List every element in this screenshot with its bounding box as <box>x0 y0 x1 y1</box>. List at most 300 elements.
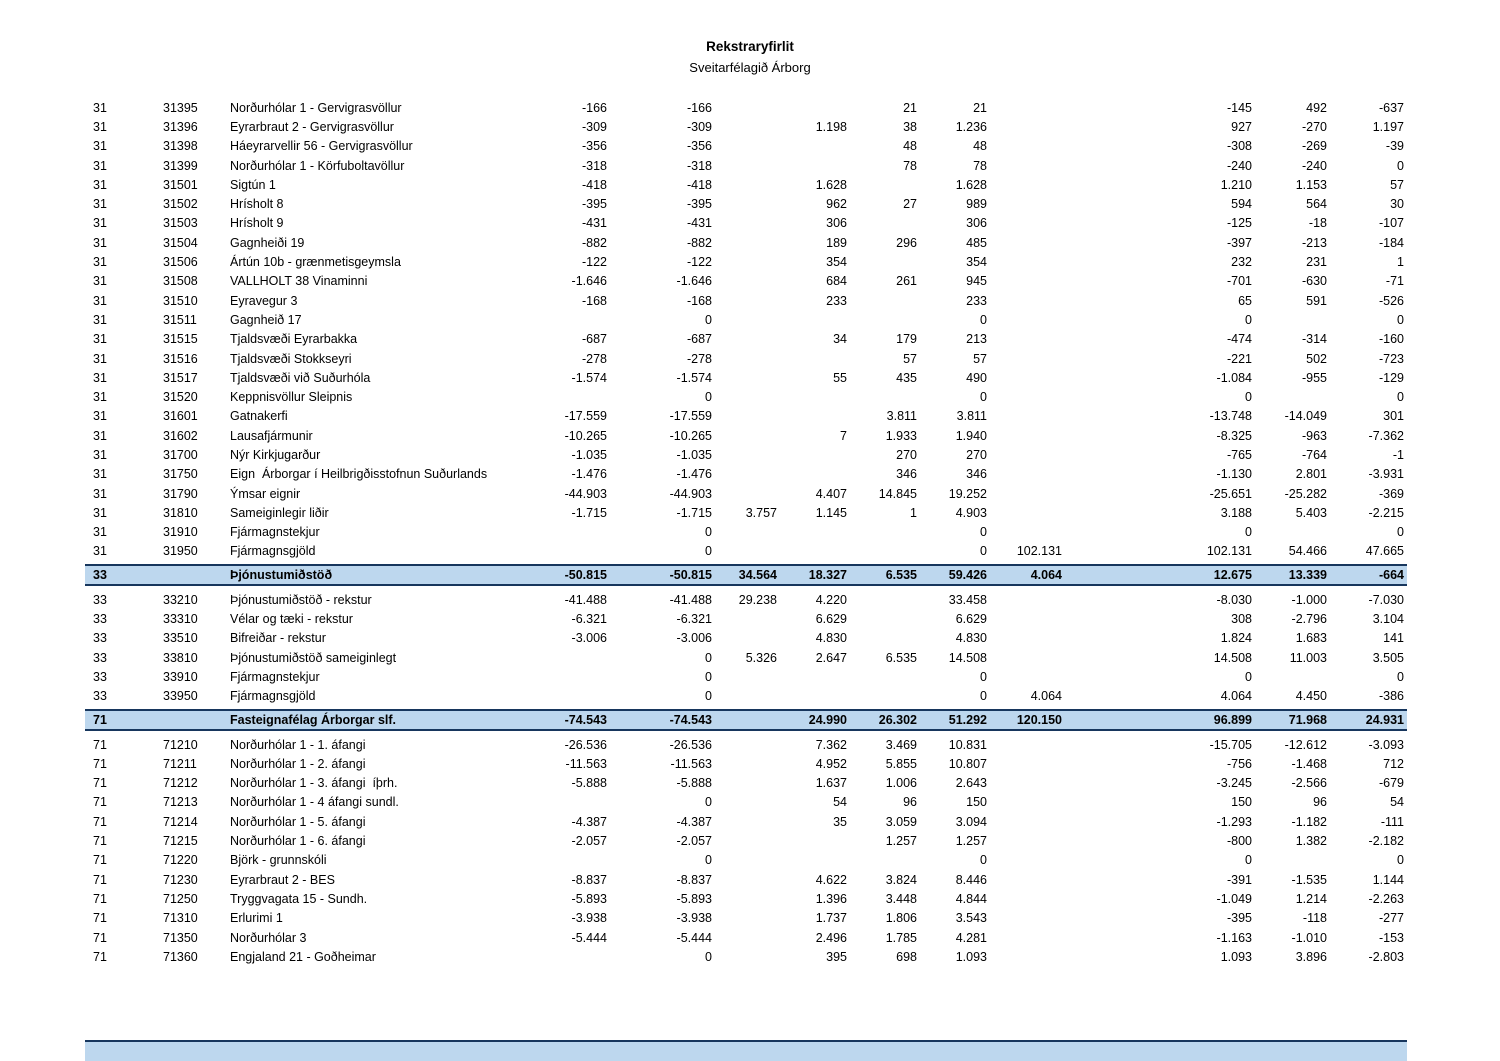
account-code-cell: 33950 <box>163 689 198 704</box>
value-cell-5: 435 <box>896 370 917 385</box>
account-code-cell: 31398 <box>163 139 198 154</box>
account-name-cell: Norðurhólar 1 - 4 áfangi sundl. <box>230 795 399 810</box>
value-cell-8: -221 <box>1226 351 1252 366</box>
value-cell-9: -25.282 <box>1284 486 1327 501</box>
value-cell-9: 1.382 <box>1295 834 1327 849</box>
value-cell-2: -687 <box>686 332 712 347</box>
value-cell-5: 1.257 <box>885 834 917 849</box>
value-cell-8: -1.163 <box>1216 930 1252 945</box>
value-cell-10: -7.030 <box>1368 592 1404 607</box>
value-cell-10: -2.263 <box>1368 891 1404 906</box>
value-cell-4: 1.396 <box>815 891 847 906</box>
account-code-cell: 33510 <box>163 631 198 646</box>
value-cell-10: -277 <box>1378 911 1404 926</box>
account-name-cell: Engjaland 21 - Goðheimar <box>230 949 376 964</box>
account-name-cell: Norðurhólar 1 - Gervigrasvöllur <box>230 100 402 115</box>
value-cell-10: -369 <box>1378 486 1404 501</box>
value-cell-2: -318 <box>686 158 712 173</box>
value-cell-2: -11.563 <box>670 756 712 771</box>
account-code-cell: 71210 <box>163 737 198 752</box>
value-cell-8: -397 <box>1226 235 1252 250</box>
value-cell-10: 57 <box>1390 177 1404 192</box>
table-row <box>85 156 1407 175</box>
value-cell-2: 0 <box>705 390 712 405</box>
value-cell-1: -41.488 <box>564 592 607 607</box>
value-cell-6: 0 <box>980 669 987 684</box>
value-cell-9: 13.339 <box>1288 568 1327 583</box>
value-cell-5: 21 <box>903 100 917 115</box>
value-cell-6: 270 <box>966 447 987 462</box>
value-cell-5: 270 <box>896 447 917 462</box>
value-cell-1: -395 <box>581 197 607 212</box>
account-name-cell: Norðurhólar 1 - 3. áfangi íþrh. <box>230 776 398 791</box>
value-cell-8: -1.084 <box>1216 370 1252 385</box>
account-name-cell: Keppnisvöllur Sleipnis <box>230 390 353 405</box>
value-cell-1: -882 <box>581 235 607 250</box>
dept-code-cell: 71 <box>93 872 107 887</box>
value-cell-10: 712 <box>1383 756 1404 771</box>
value-cell-8: 0 <box>1245 312 1252 327</box>
value-cell-8: -25.651 <box>1209 486 1252 501</box>
value-cell-6: 19.252 <box>948 486 987 501</box>
value-cell-6: 14.508 <box>948 650 987 665</box>
dept-code-cell: 31 <box>93 158 107 173</box>
value-cell-10: 301 <box>1383 409 1404 424</box>
account-name-cell: Erlurimi 1 <box>230 911 283 926</box>
dept-code-cell: 31 <box>93 390 107 405</box>
account-code-cell: 71213 <box>163 795 198 810</box>
value-cell-1: -356 <box>581 139 607 154</box>
table-row <box>85 407 1407 426</box>
dept-code-cell: 31 <box>93 100 107 115</box>
value-cell-6: 10.831 <box>948 737 987 752</box>
table-row <box>85 889 1407 908</box>
value-cell-9: -963 <box>1301 428 1327 443</box>
account-code-cell: 31516 <box>163 351 198 366</box>
value-cell-6: 1.940 <box>955 428 987 443</box>
dept-code-cell: 31 <box>93 235 107 250</box>
value-cell-2: -5.444 <box>676 930 712 945</box>
value-cell-9: 1.214 <box>1295 891 1327 906</box>
value-cell-6: 6.629 <box>955 612 987 627</box>
dept-code-cell: 31 <box>93 486 107 501</box>
table-row <box>85 629 1407 648</box>
table-row <box>85 648 1407 667</box>
value-cell-6: 0 <box>980 689 987 704</box>
value-cell-2: -356 <box>686 139 712 154</box>
value-cell-1: -6.321 <box>571 612 607 627</box>
value-cell-8: -1.049 <box>1216 891 1252 906</box>
value-cell-10: -3.931 <box>1368 467 1404 482</box>
value-cell-4: 7.362 <box>815 737 847 752</box>
value-cell-2: -418 <box>686 177 712 192</box>
account-code-cell: 31501 <box>163 177 198 192</box>
value-cell-2: -17.559 <box>669 409 712 424</box>
account-name-cell: Nýr Kirkjugarður <box>230 447 321 462</box>
account-code-cell: 71214 <box>163 814 198 829</box>
value-cell-10: -160 <box>1378 332 1404 347</box>
table-row <box>85 137 1407 156</box>
value-cell-10: -1 <box>1392 447 1404 462</box>
value-cell-8: -765 <box>1226 447 1252 462</box>
dept-code-cell: 33 <box>93 631 107 646</box>
value-cell-4: 54 <box>833 795 847 810</box>
value-cell-1: -168 <box>581 293 607 308</box>
value-cell-4: 6.629 <box>815 612 847 627</box>
value-cell-10: 24.931 <box>1365 712 1404 727</box>
value-cell-8: 308 <box>1231 612 1252 627</box>
value-cell-10: -637 <box>1378 100 1404 115</box>
value-cell-8: -1.130 <box>1216 467 1252 482</box>
value-cell-10: -526 <box>1378 293 1404 308</box>
value-cell-2: -1.476 <box>676 467 712 482</box>
value-cell-1: -44.903 <box>564 486 607 501</box>
value-cell-1: -2.057 <box>571 834 607 849</box>
value-cell-5: 57 <box>903 351 917 366</box>
table-row <box>85 175 1407 194</box>
value-cell-9: 5.403 <box>1295 505 1327 520</box>
account-name-cell: Hrísholt 9 <box>230 216 284 231</box>
account-code-cell: 71310 <box>163 911 198 926</box>
value-cell-8: -13.748 <box>1209 409 1252 424</box>
account-name-cell: Lausafjármunir <box>230 428 313 443</box>
value-cell-4: 4.407 <box>815 486 847 501</box>
account-code-cell: 71230 <box>163 872 198 887</box>
value-cell-9: -118 <box>1302 911 1327 926</box>
account-code-cell: 71250 <box>163 891 198 906</box>
value-cell-5: 698 <box>896 949 917 964</box>
dept-code-cell: 31 <box>93 544 107 559</box>
value-cell-8: 0 <box>1245 853 1252 868</box>
value-cell-10: 0 <box>1397 390 1404 405</box>
account-name-cell: Þjónustumiðstöð <box>230 568 333 583</box>
dept-code-cell: 71 <box>93 814 107 829</box>
value-cell-2: -5.888 <box>676 776 712 791</box>
value-cell-9: -1.000 <box>1291 592 1327 607</box>
dept-code-cell: 31 <box>93 428 107 443</box>
dept-code-cell: 31 <box>93 216 107 231</box>
account-name-cell: Fjármagnsgjöld <box>230 544 316 559</box>
account-code-cell: 31790 <box>163 486 198 501</box>
value-cell-9: 502 <box>1306 351 1327 366</box>
value-cell-2: -395 <box>686 197 712 212</box>
section-total-row <box>85 564 1407 586</box>
value-cell-6: 4.830 <box>955 631 987 646</box>
dept-code-cell: 33 <box>93 612 107 627</box>
table-row <box>85 214 1407 233</box>
value-cell-2: -882 <box>686 235 712 250</box>
value-cell-2: -278 <box>686 351 712 366</box>
value-cell-6: 989 <box>966 197 987 212</box>
dept-code-cell: 31 <box>93 139 107 154</box>
value-cell-9: 564 <box>1306 197 1327 212</box>
value-cell-5: 3.824 <box>885 872 917 887</box>
value-cell-6: 10.807 <box>948 756 987 771</box>
account-code-cell: 31508 <box>163 274 198 289</box>
account-code-cell: 31506 <box>163 255 198 270</box>
value-cell-2: 0 <box>705 544 712 559</box>
value-cell-9: 71.968 <box>1288 712 1327 727</box>
value-cell-10: 54 <box>1390 795 1404 810</box>
account-name-cell: Bifreiðar - rekstur <box>230 631 326 646</box>
value-cell-1: -10.265 <box>564 428 607 443</box>
table-row <box>85 194 1407 213</box>
value-cell-6: 1.093 <box>955 949 987 964</box>
value-cell-6: 0 <box>980 544 987 559</box>
value-cell-1: -74.543 <box>564 712 607 727</box>
value-cell-4: 4.830 <box>815 631 847 646</box>
value-cell-9: -764 <box>1301 447 1327 462</box>
value-cell-4: 1.737 <box>815 911 847 926</box>
account-code-cell: 71212 <box>163 776 198 791</box>
value-cell-10: -111 <box>1380 814 1404 829</box>
table-row <box>85 735 1407 754</box>
account-name-cell: Eyrarbraut 2 - BES <box>230 872 335 887</box>
value-cell-8: -240 <box>1226 158 1252 173</box>
value-cell-9: 1.153 <box>1295 177 1327 192</box>
account-name-cell: Þjónustumiðstöð sameiginlegt <box>230 650 397 665</box>
value-cell-5: 3.059 <box>885 814 917 829</box>
value-cell-6: 78 <box>973 158 987 173</box>
table-row <box>85 233 1407 252</box>
value-cell-6: 3.543 <box>955 911 987 926</box>
account-name-cell: Vélar og tæki - rekstur <box>230 612 353 627</box>
table-row <box>85 812 1407 831</box>
value-cell-10: -679 <box>1378 776 1404 791</box>
account-code-cell: 71360 <box>163 949 198 964</box>
account-code-cell: 31950 <box>163 544 198 559</box>
value-cell-9: -12.612 <box>1284 737 1327 752</box>
account-name-cell: Norðurhólar 1 - Körfuboltavöllur <box>230 158 405 173</box>
value-cell-1: -1.715 <box>571 505 607 520</box>
dept-code-cell: 71 <box>93 930 107 945</box>
value-cell-5: 96 <box>903 795 917 810</box>
value-cell-6: 346 <box>966 467 987 482</box>
value-cell-1: -309 <box>581 119 607 134</box>
value-cell-8: 3.188 <box>1220 505 1252 520</box>
value-cell-6: 48 <box>973 139 987 154</box>
dept-code-cell: 71 <box>93 737 107 752</box>
report-table <box>85 98 1407 966</box>
value-cell-1: -5.444 <box>571 930 607 945</box>
dept-code-cell: 33 <box>93 669 107 684</box>
value-cell-5: 48 <box>903 139 917 154</box>
table-row <box>85 928 1407 947</box>
value-cell-2: 0 <box>705 795 712 810</box>
value-cell-9: 96 <box>1313 795 1327 810</box>
table-row <box>85 609 1407 628</box>
value-cell-8: -474 <box>1226 332 1252 347</box>
value-cell-5: 3.811 <box>886 409 917 424</box>
account-name-cell: Gagnheið 17 <box>230 312 302 327</box>
value-cell-6: 4.903 <box>955 505 987 520</box>
value-cell-6: 3.094 <box>955 814 987 829</box>
value-cell-4: 1.628 <box>815 177 847 192</box>
value-cell-1: -11.563 <box>565 756 607 771</box>
value-cell-1: -122 <box>581 255 607 270</box>
value-cell-4: 7 <box>840 428 847 443</box>
account-name-cell: Tjaldsvæði Stokkseyri <box>230 351 352 366</box>
table-row <box>85 687 1407 706</box>
value-cell-2: -6.321 <box>676 612 712 627</box>
value-cell-2: -1.574 <box>676 370 712 385</box>
dept-code-cell: 33 <box>93 592 107 607</box>
value-cell-8: -395 <box>1226 911 1252 926</box>
table-row <box>85 503 1407 522</box>
dept-code-cell: 31 <box>93 351 107 366</box>
account-code-cell: 31602 <box>163 428 198 443</box>
value-cell-9: 492 <box>1306 100 1327 115</box>
value-cell-9: -1.010 <box>1291 930 1327 945</box>
dept-code-cell: 31 <box>93 312 107 327</box>
account-name-cell: Norðurhólar 1 - 5. áfangi <box>230 814 366 829</box>
account-code-cell: 31520 <box>163 390 198 405</box>
value-cell-8: 232 <box>1231 255 1252 270</box>
value-cell-8: 0 <box>1245 525 1252 540</box>
dept-code-cell: 31 <box>93 197 107 212</box>
table-row <box>85 774 1407 793</box>
value-cell-4: 4.952 <box>815 756 847 771</box>
dept-code-cell: 71 <box>93 776 107 791</box>
value-cell-8: -391 <box>1226 872 1252 887</box>
value-cell-2: -1.715 <box>676 505 712 520</box>
value-cell-10: 141 <box>1383 631 1404 646</box>
value-cell-8: -308 <box>1226 139 1252 154</box>
dept-code-cell: 31 <box>93 409 107 424</box>
value-cell-8: -8.325 <box>1216 428 1252 443</box>
account-code-cell: 31503 <box>163 216 198 231</box>
value-cell-5: 1.785 <box>885 930 917 945</box>
value-cell-4: 4.220 <box>815 592 847 607</box>
value-cell-8: -756 <box>1226 756 1252 771</box>
value-cell-1: -1.646 <box>571 274 607 289</box>
value-cell-6: 150 <box>966 795 987 810</box>
table-row <box>85 484 1407 503</box>
table-row <box>85 330 1407 349</box>
value-cell-8: 14.508 <box>1213 650 1252 665</box>
table-row <box>85 117 1407 136</box>
account-code-cell: 71215 <box>163 834 198 849</box>
value-cell-9: -314 <box>1301 332 1327 347</box>
value-cell-4: 684 <box>826 274 847 289</box>
account-name-cell: Norðurhólar 3 <box>230 930 307 945</box>
value-cell-6: 4.844 <box>955 891 987 906</box>
value-cell-1: -1.035 <box>571 447 607 462</box>
account-name-cell: Fjármagnstekjur <box>230 525 320 540</box>
account-name-cell: Tryggvagata 15 - Sundh. <box>230 891 368 906</box>
table-row <box>85 349 1407 368</box>
value-cell-6: 0 <box>980 390 987 405</box>
value-cell-9: -269 <box>1301 139 1327 154</box>
account-name-cell: Björk - grunnskóli <box>230 853 327 868</box>
value-cell-10: 1 <box>1397 255 1404 270</box>
account-code-cell: 31700 <box>163 447 198 462</box>
value-cell-9: -955 <box>1301 370 1327 385</box>
account-name-cell: Fasteignafélag Árborgar slf. <box>230 712 397 727</box>
value-cell-2: -3.938 <box>676 911 712 926</box>
value-cell-1: -1.574 <box>571 370 607 385</box>
value-cell-2: -8.837 <box>676 872 712 887</box>
dept-code-cell: 71 <box>93 911 107 926</box>
value-cell-4: 18.327 <box>808 568 847 583</box>
account-name-cell: Norðurhólar 1 - 2. áfangi <box>230 756 366 771</box>
value-cell-5: 5.855 <box>885 756 917 771</box>
value-cell-5: 179 <box>896 332 917 347</box>
value-cell-1: -166 <box>581 100 607 115</box>
account-code-cell: 71211 <box>163 756 197 771</box>
account-code-cell: 31515 <box>163 332 198 347</box>
dept-code-cell: 71 <box>93 795 107 810</box>
dept-code-cell: 71 <box>93 891 107 906</box>
value-cell-1: -687 <box>581 332 607 347</box>
dept-code-cell: 31 <box>93 255 107 270</box>
value-cell-5: 3.448 <box>885 891 917 906</box>
value-cell-1: -5.893 <box>571 891 607 906</box>
value-cell-4: 306 <box>826 216 847 231</box>
table-row <box>85 590 1407 609</box>
value-cell-6: 3.811 <box>956 409 987 424</box>
value-cell-10: -2.803 <box>1368 949 1404 964</box>
account-name-cell: Þjónustumiðstöð - rekstur <box>230 592 372 607</box>
dept-code-cell: 31 <box>93 177 107 192</box>
value-cell-4: 189 <box>826 235 847 250</box>
account-code-cell: 31810 <box>163 505 198 520</box>
account-code-cell: 33810 <box>163 650 198 665</box>
dept-code-cell: 31 <box>93 505 107 520</box>
value-cell-9: -630 <box>1301 274 1327 289</box>
value-cell-1: -5.888 <box>571 776 607 791</box>
account-name-cell: Ártún 10b - grænmetisgeymsla <box>230 255 401 270</box>
value-cell-9: 1.683 <box>1295 631 1327 646</box>
account-code-cell: 31910 <box>163 525 198 540</box>
dept-code-cell: 71 <box>93 756 107 771</box>
dept-code-cell: 71 <box>93 949 107 964</box>
value-cell-2: -168 <box>686 293 712 308</box>
value-cell-2: 0 <box>705 689 712 704</box>
value-cell-2: -10.265 <box>669 428 712 443</box>
value-cell-4: 1.637 <box>815 776 847 791</box>
value-cell-8: 594 <box>1231 197 1252 212</box>
value-cell-10: -129 <box>1378 370 1404 385</box>
value-cell-6: 33.458 <box>948 592 987 607</box>
value-cell-8: 12.675 <box>1213 568 1252 583</box>
value-cell-8: 1.093 <box>1220 949 1252 964</box>
value-cell-6: 8.446 <box>955 872 987 887</box>
value-cell-6: 485 <box>966 235 987 250</box>
table-row <box>85 947 1407 966</box>
value-cell-6: 0 <box>980 525 987 540</box>
value-cell-2: -44.903 <box>669 486 712 501</box>
value-cell-5: 261 <box>896 274 917 289</box>
dept-code-cell: 31 <box>93 119 107 134</box>
value-cell-7: 4.064 <box>1030 689 1062 704</box>
value-cell-2: 0 <box>705 949 712 964</box>
value-cell-9: 11.003 <box>1289 650 1327 665</box>
value-cell-2: -431 <box>686 216 712 231</box>
account-code-cell: 71350 <box>163 930 198 945</box>
table-row <box>85 98 1407 117</box>
value-cell-5: 296 <box>896 235 917 250</box>
value-cell-4: 24.990 <box>808 712 847 727</box>
account-code-cell: 31510 <box>163 293 198 308</box>
value-cell-6: 1.236 <box>955 119 987 134</box>
table-row <box>85 465 1407 484</box>
value-cell-9: -270 <box>1301 119 1327 134</box>
value-cell-4: 34 <box>833 332 847 347</box>
value-cell-5: 14.845 <box>878 486 917 501</box>
value-cell-10: 1.197 <box>1372 119 1404 134</box>
value-cell-10: -2.182 <box>1368 834 1404 849</box>
